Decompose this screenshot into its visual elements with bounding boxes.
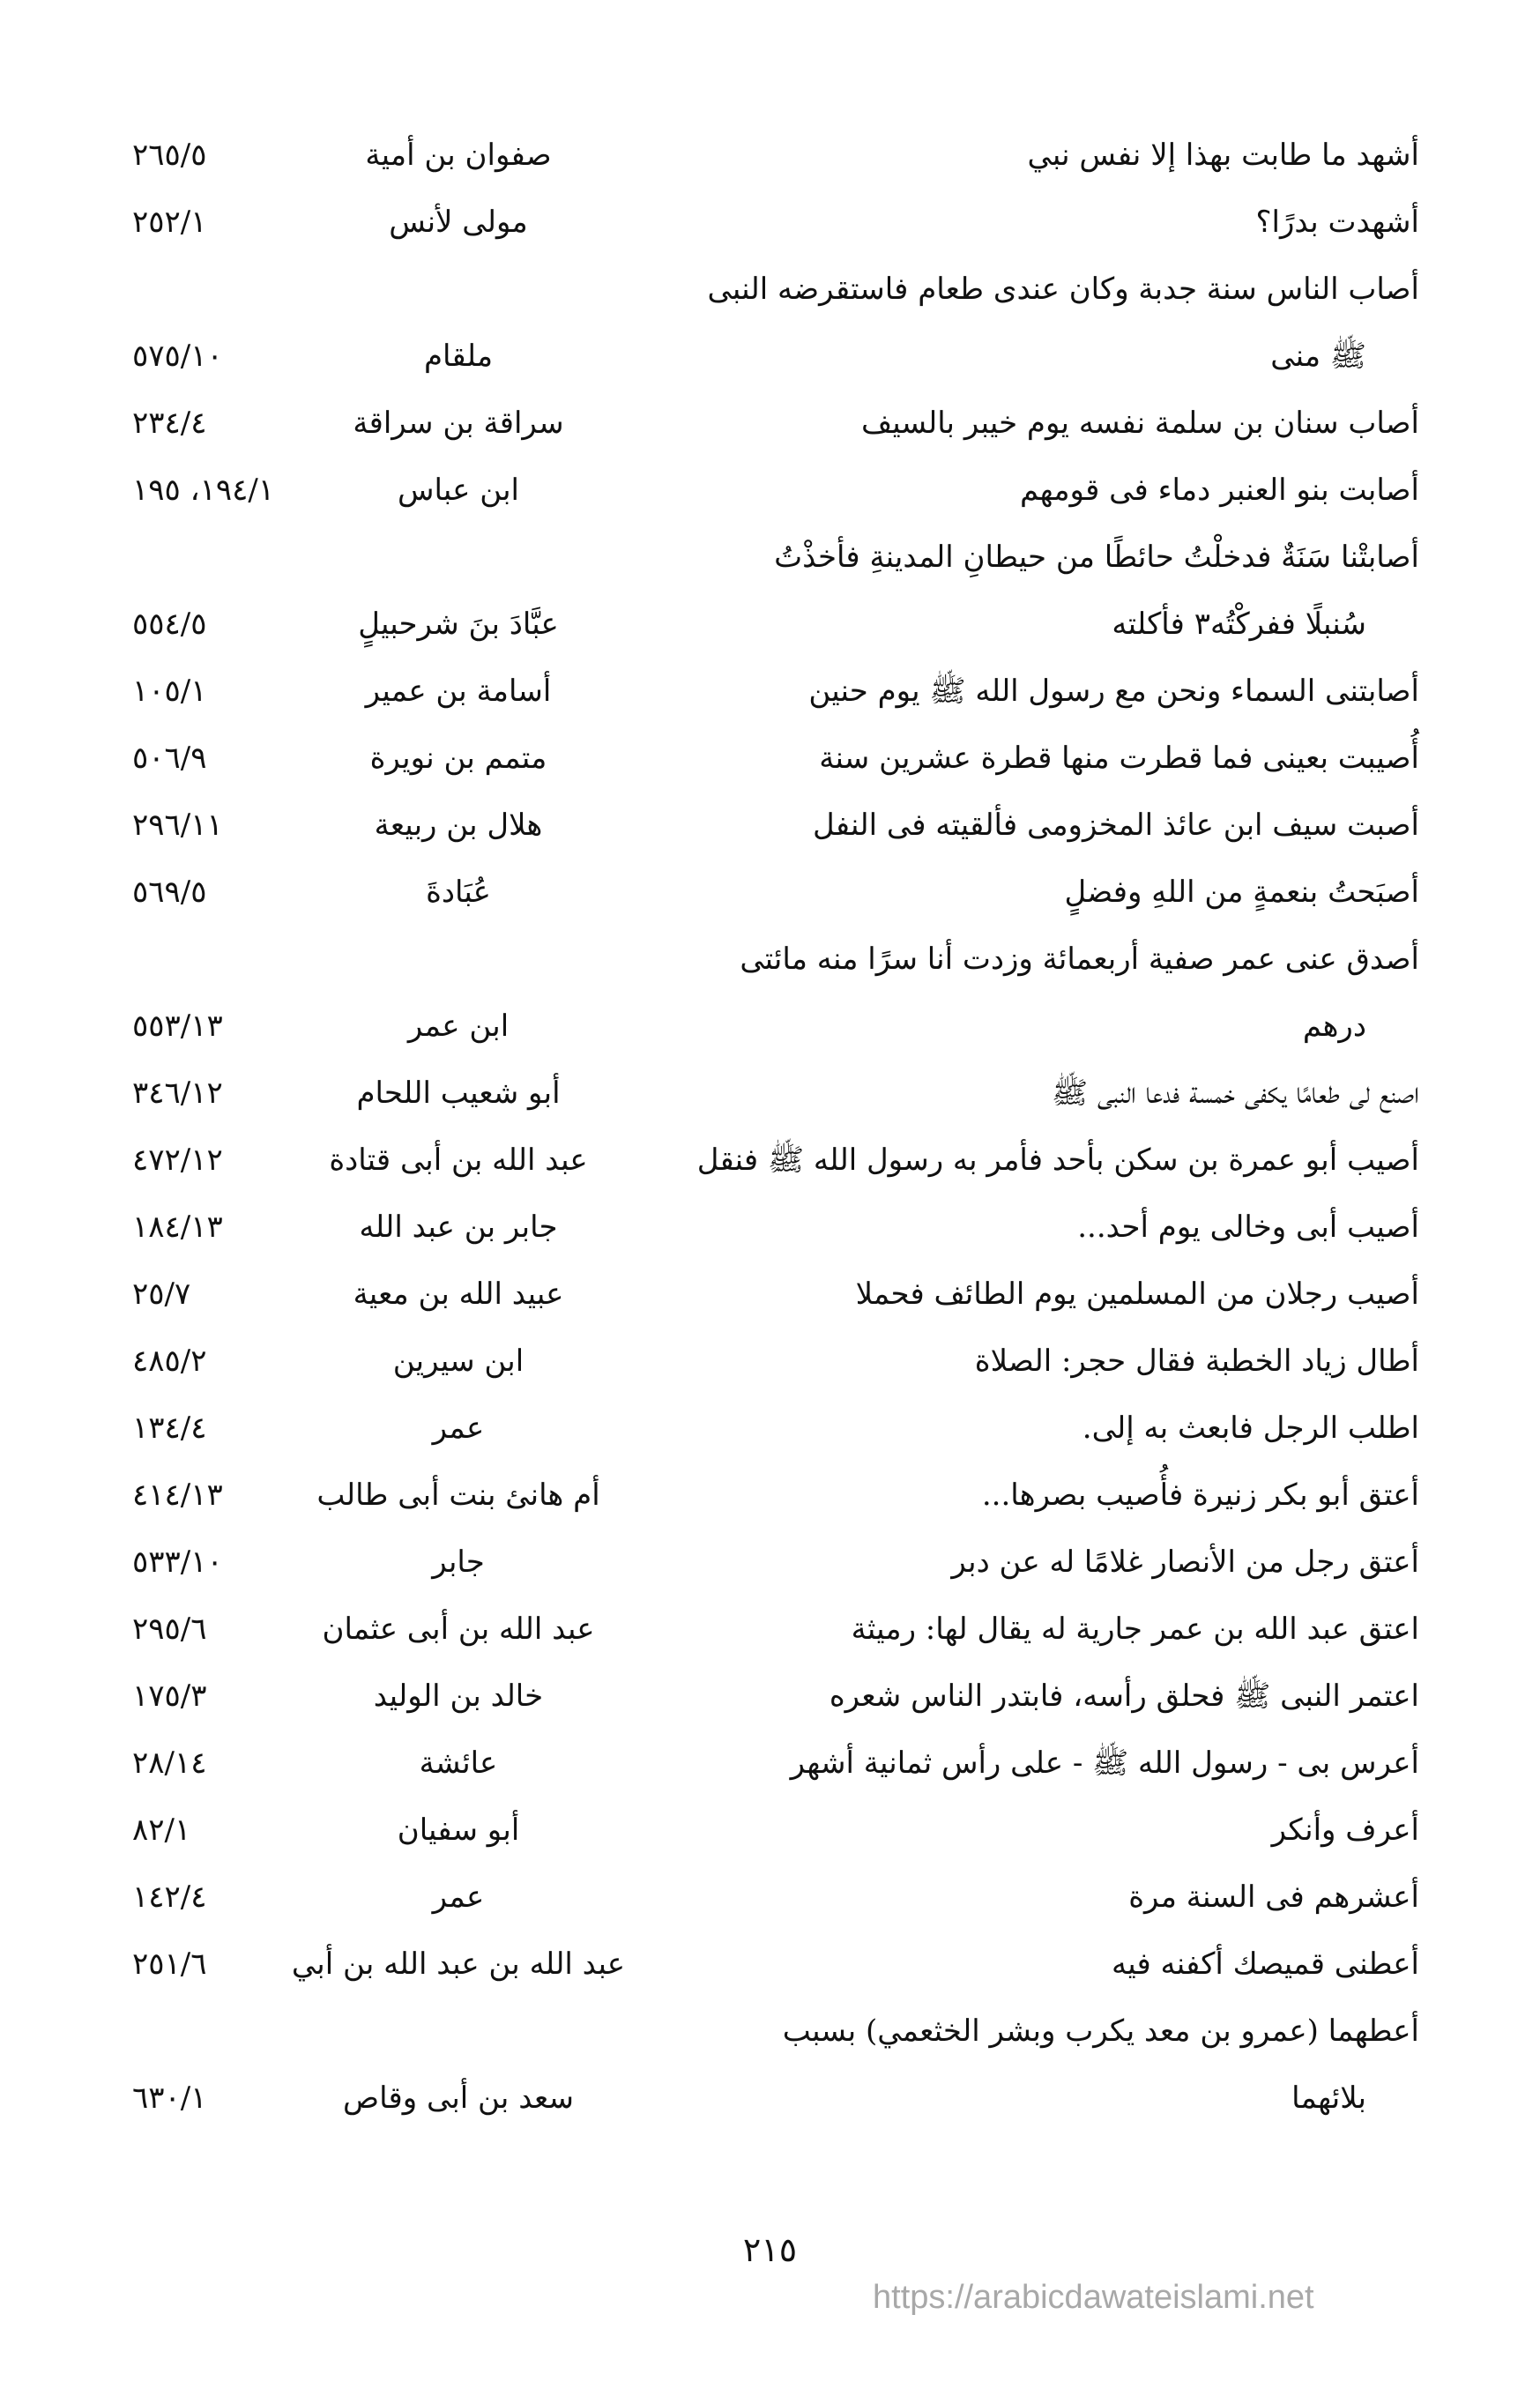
hadith-phrase: أشهدت بدرًا؟ <box>1255 205 1419 240</box>
narrator-name: عبَّادَ بنَ شرحبيلٍ <box>358 607 559 642</box>
hadith-phrase: أطال زياد الخطبة فقال حجر: الصلاة <box>974 1343 1419 1379</box>
index-row <box>132 1462 1419 1529</box>
hadith-phrase: درهم <box>1302 1008 1366 1044</box>
index-row <box>132 390 1419 457</box>
index-row <box>132 1328 1419 1395</box>
hadith-phrase: اصنع لى طعامًا يكفى خمسة فدعا النبى ﷺ <box>1051 1075 1419 1111</box>
narrator-name: صفوان بن أمية <box>365 138 552 173</box>
index-row <box>132 993 1419 1060</box>
hadith-phrase: أعتق رجل من الأنصار غلامًا له عن دبر <box>951 1544 1419 1580</box>
volume-page-ref: ٨٢/١ <box>132 1812 191 1848</box>
volume-page-ref: ١٨٤/١٣ <box>132 1209 223 1245</box>
volume-page-ref: ٣٤٦/١٢ <box>132 1075 223 1111</box>
index-row <box>132 1864 1419 1931</box>
volume-page-ref: ٥٦٩/٥ <box>132 875 207 910</box>
narrator-name: أم هانئ بنت أبى طالب <box>316 1477 600 1513</box>
watermark: https://arabicdawateislami.net <box>873 2279 1314 2316</box>
hadith-phrase: بلائهما <box>1291 2080 1366 2116</box>
volume-page-ref: ٢٨/١٤ <box>132 1745 207 1781</box>
hadith-phrase: أشهد ما طابت بهذا إلا نفس نبي <box>1027 138 1419 173</box>
index-row <box>132 1663 1419 1730</box>
narrator-name: أبو سفيان <box>397 1812 520 1848</box>
narrator-name: عبد الله بن أبى قتادة <box>329 1142 588 1178</box>
hadith-phrase: أصابت بنو العنبر دماء فى قومهم <box>1020 473 1419 508</box>
volume-page-ref: ١٤٢/٤ <box>132 1879 207 1915</box>
index-row <box>132 2065 1419 2132</box>
narrator-name: عبيد الله بن معية <box>353 1276 564 1312</box>
volume-page-ref: ٦٣٠/١ <box>132 2080 207 2116</box>
index-row <box>132 1060 1419 1127</box>
index-row <box>132 1395 1419 1462</box>
volume-page-ref: ٢٥/٧ <box>132 1276 191 1312</box>
index-row <box>132 323 1419 390</box>
volume-page-ref: ٢٥١/٦ <box>132 1946 207 1982</box>
index-row <box>132 524 1419 591</box>
narrator-name <box>282 524 635 591</box>
narrator-name <box>282 926 635 993</box>
index-row <box>132 1730 1419 1797</box>
narrator-name: هلال بن ربيعة <box>374 808 543 843</box>
volume-page-ref: ٢٣٤/٤ <box>132 406 207 441</box>
narrator-name <box>282 256 635 323</box>
volume-page-ref <box>132 1998 291 2065</box>
hadith-phrase: أصيب رجلان من المسلمين يوم الطائف فحملا <box>855 1276 1419 1312</box>
hadith-phrase: أصاب سنان بن سلمة نفسه يوم خيبر بالسيف <box>861 406 1419 441</box>
volume-page-ref: ١٠٥/١ <box>132 674 207 709</box>
index-row <box>132 926 1419 993</box>
narrator-name: سعد بن أبى وقاص <box>343 2080 574 2116</box>
index-row <box>132 1596 1419 1663</box>
hadith-phrase: أعرس بى - رسول الله ﷺ - على رأس ثمانية أشهر <box>790 1745 1419 1781</box>
hadith-phrase: سُنبلًا ففركْتُه٣ فأكلته <box>1112 607 1366 642</box>
hadith-phrase: أعرف وأنكر <box>1271 1812 1419 1848</box>
index-row <box>132 189 1419 256</box>
volume-page-ref <box>132 524 291 591</box>
hadith-phrase: أصدق عنى عمر صفية أربعمائة وزدت أنا سرًا منه مائتى <box>740 942 1419 977</box>
page-number: ٢١٥ <box>742 2230 798 2269</box>
narrator-name: عبد الله بن أبى عثمان <box>322 1611 595 1647</box>
hadith-phrase: أصيب أبو عمرة بن سكن بأحد فأمر به رسول الله ﷺ فنقل <box>696 1142 1419 1178</box>
narrator-name: ابن سيرين <box>392 1343 524 1379</box>
hadith-phrase: أصاب الناس سنة جدبة وكان عندى طعام فاستقرضه النبى <box>707 272 1419 307</box>
volume-page-ref: ٥٧٥/١٠ <box>132 339 223 374</box>
index-row <box>132 591 1419 658</box>
hadith-phrase: أعشرهم فى السنة مرة <box>1128 1879 1419 1915</box>
volume-page-ref: ١٣٤/٤ <box>132 1410 207 1446</box>
index-row <box>132 1529 1419 1596</box>
volume-page-ref: ٢٥٢/١ <box>132 205 207 240</box>
hadith-phrase: أعتق أبو بكر زنيرة فأُصيب بصرها... <box>981 1477 1419 1513</box>
hadith-phrase: أعطنى قميصك أكفنه فيه <box>1111 1946 1419 1982</box>
hadith-phrase: اعتق عبد الله بن عمر جارية له يقال لها: رميثة <box>851 1611 1419 1647</box>
volume-page-ref: ٥٥٤/٥ <box>132 607 207 642</box>
hadith-phrase: اعتمر النبى ﷺ فحلق رأسه، فابتدر الناس شعره <box>829 1678 1419 1714</box>
index-row <box>132 1127 1419 1194</box>
index-row <box>132 122 1419 189</box>
narrator-name: جابر بن عبد الله <box>359 1209 558 1245</box>
narrator-name <box>282 1998 635 2065</box>
volume-page-ref: ٥٠٦/٩ <box>132 741 207 776</box>
index-row <box>132 1261 1419 1328</box>
volume-page-ref: ٢٩٥/٦ <box>132 1611 207 1647</box>
narrator-name: عبد الله بن عبد الله بن أبي <box>291 1946 626 1982</box>
hadith-phrase: أصيب أبى وخالى يوم أحد... <box>1077 1209 1419 1245</box>
hadith-phrase: أصابتْنا سَنَةٌ فدخلْتُ حائطًا من حيطانِ المدينةِ فأخذْتُ <box>774 540 1419 575</box>
index-row <box>132 1194 1419 1261</box>
narrator-name: مولى لأنس <box>389 205 528 240</box>
index-row <box>132 725 1419 792</box>
narrator-name: ابن عمر <box>407 1008 510 1044</box>
narrator-name: متمم بن نويرة <box>369 741 547 776</box>
index-row <box>132 1998 1419 2065</box>
index-row <box>132 792 1419 859</box>
narrator-name: عائشة <box>419 1745 498 1781</box>
volume-page-ref <box>132 256 291 323</box>
index-row <box>132 457 1419 524</box>
index-row <box>132 1797 1419 1864</box>
narrator-name: ابن عباس <box>397 473 519 508</box>
narrator-name: عمر <box>432 1879 485 1915</box>
volume-page-ref: ٢٦٥/٥ <box>132 138 207 173</box>
volume-page-ref: ٢٩٦/١١ <box>132 808 223 843</box>
volume-page-ref: ٤١٤/١٣ <box>132 1477 223 1513</box>
hadith-phrase: اطلب الرجل فابعث به إلى. <box>1082 1410 1419 1446</box>
narrator-name: ملقام <box>423 339 494 374</box>
hadith-phrase: ﷺ منى <box>1270 339 1366 374</box>
index-row <box>132 658 1419 725</box>
hadith-phrase: أعطهما (عمرو بن معد يكرب وبشر الخثعمي) بسبب <box>782 2013 1419 2049</box>
volume-page-ref: ٥٥٣/١٣ <box>132 1008 223 1044</box>
narrator-name: أبو شعيب اللحام <box>356 1075 561 1111</box>
narrator-name: خالد بن الوليد <box>373 1678 544 1714</box>
index-row <box>132 859 1419 926</box>
volume-page-ref: ٥٣٣/١٠ <box>132 1544 223 1580</box>
volume-page-ref: ٤٨٥/٢ <box>132 1343 207 1379</box>
narrator-name: سراقة بن سراقة <box>353 406 564 441</box>
hadith-index-list <box>132 122 1419 2132</box>
volume-page-ref: ٤٧٢/١٢ <box>132 1142 223 1178</box>
hadith-phrase: أصبَحتُ بنعمةٍ من اللهِ وفضلٍ <box>1064 875 1419 910</box>
volume-page-ref: ١٩٤/١، ١٩٥ <box>132 473 275 508</box>
index-row <box>132 256 1419 323</box>
volume-page-ref <box>132 926 291 993</box>
hadith-phrase: أُصيبت بعينى فما قطرت منها قطرة عشرين سنة <box>819 741 1419 776</box>
hadith-phrase: أصابتنى السماء ونحن مع رسول الله ﷺ يوم حنين <box>808 674 1419 709</box>
narrator-name: جابر <box>432 1544 485 1580</box>
narrator-name: عُبَادةَ <box>426 875 491 910</box>
hadith-phrase: أصبت سيف ابن عائذ المخزومى فألقيته فى النفل <box>813 808 1419 843</box>
volume-page-ref: ١٧٥/٣ <box>132 1678 207 1714</box>
narrator-name: عمر <box>432 1410 485 1446</box>
index-row <box>132 1931 1419 1998</box>
narrator-name: أسامة بن عمير <box>365 674 552 709</box>
